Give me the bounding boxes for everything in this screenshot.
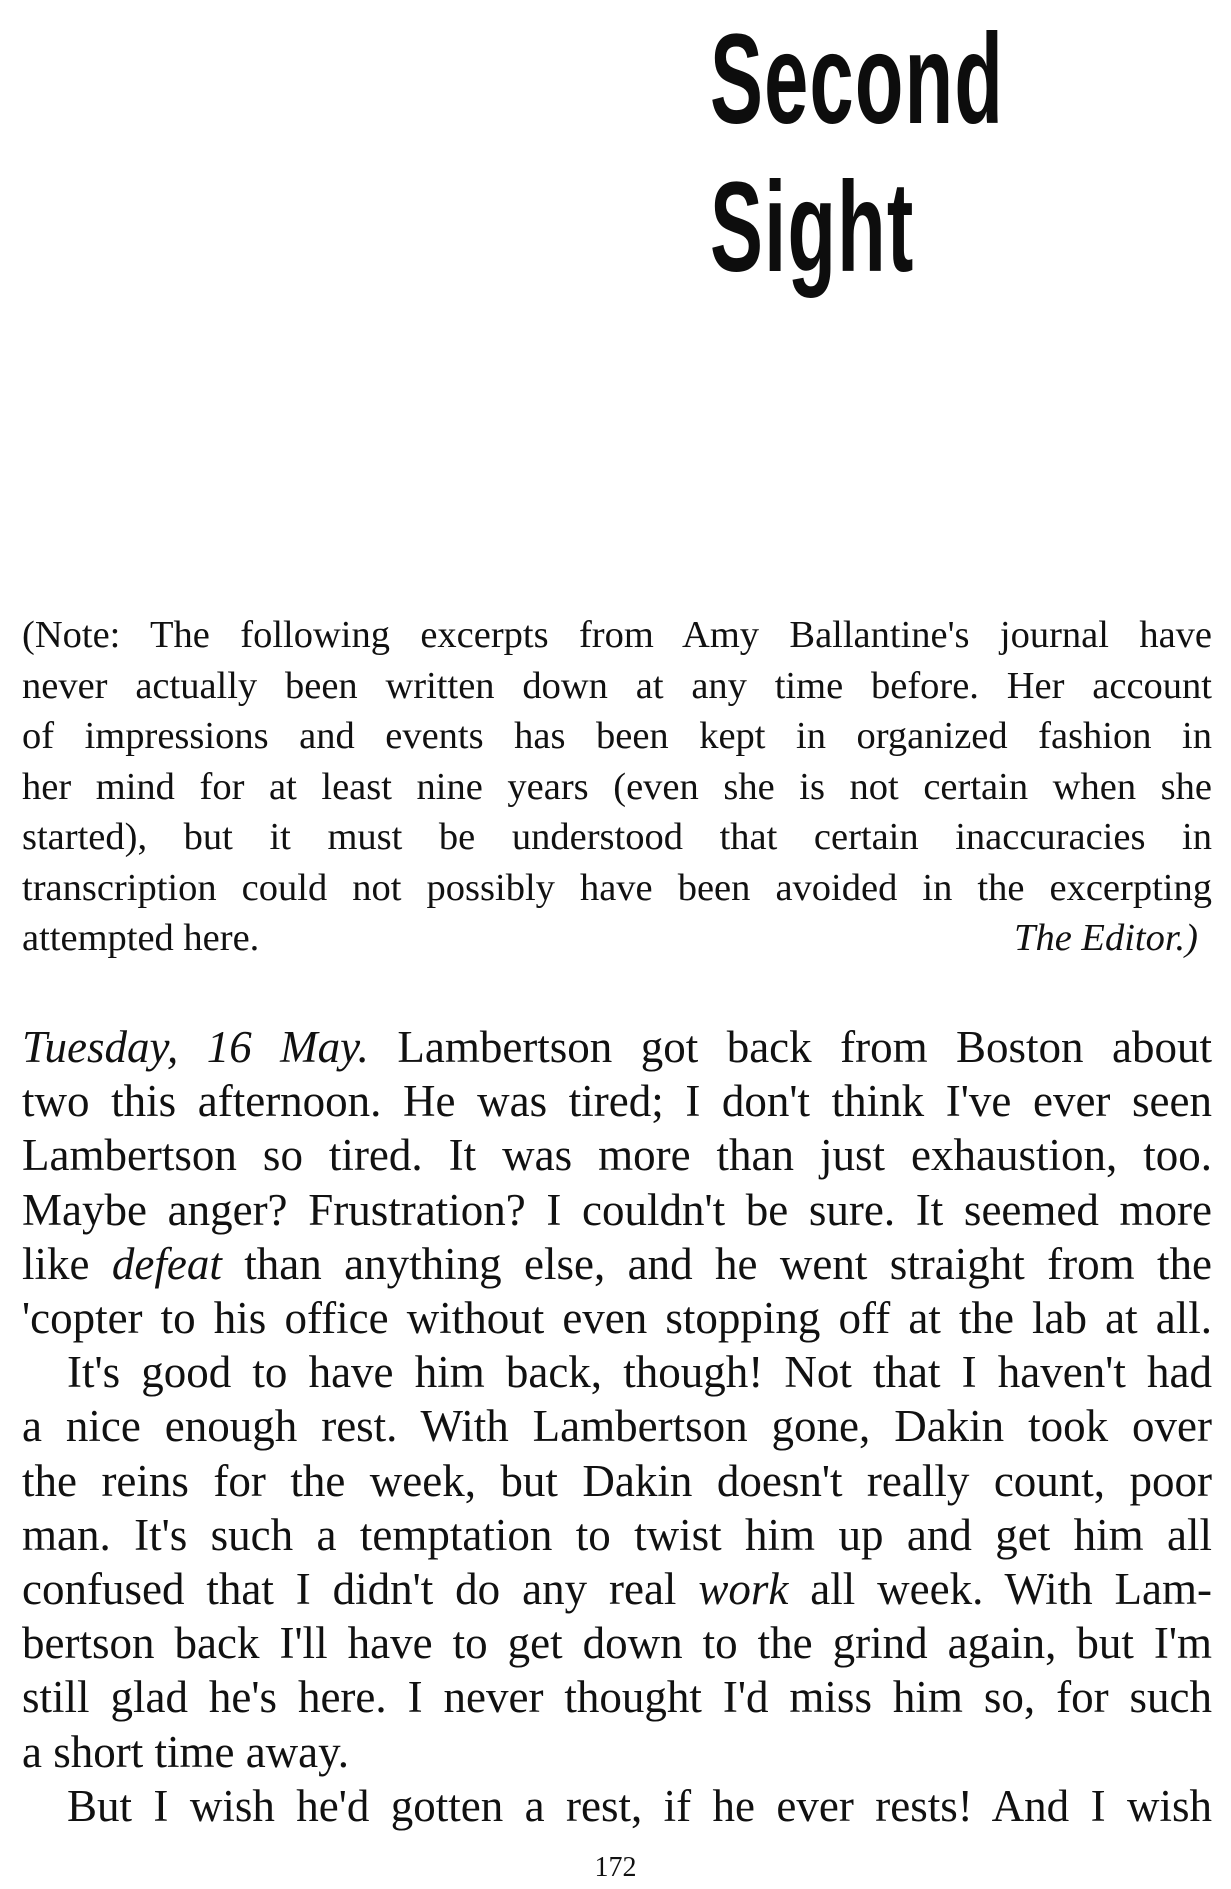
entry-line: a short time away. [22, 1726, 349, 1777]
editor-note [22, 610, 1212, 964]
journal-entry [22, 1020, 1212, 1833]
note-line-end: attempted here. [22, 917, 260, 959]
entry-line: 'copter to his office without even stopping off at the lab at all. [22, 1293, 1212, 1344]
note-line: her mind for at least nine years (even she is not certain when she [22, 765, 1212, 808]
entry-emphasis: work [698, 1564, 789, 1615]
entry-line [22, 1562, 1212, 1616]
entry-line: Maybe anger? Frustration? I couldn't be sure. It seemed more [22, 1184, 1212, 1235]
entry-text: confused that I didn't do any real [22, 1564, 699, 1615]
entry-line: Lambertson so tired. It was more than just exhaustion, too. [22, 1130, 1212, 1181]
entry-line: a nice enough rest. With Lambertson gone, Dakin took over [22, 1401, 1212, 1452]
entry-line [22, 1020, 1212, 1074]
chapter-title-line-1: Second [710, 8, 1005, 151]
entry-line: two this afternoon. He was tired; I don't think I've ever seen [22, 1076, 1212, 1127]
entry-line [22, 1237, 1212, 1291]
note-line: transcription could not possibly have been avoided in the excerpting [22, 866, 1212, 909]
entry-text: than anything else, and he went straight from the [221, 1238, 1212, 1289]
page-number: 172 [594, 1852, 637, 1883]
note-signature: The Editor.) [1014, 917, 1198, 959]
chapter-title [710, 6, 1004, 302]
entry-emphasis: defeat [111, 1238, 222, 1289]
note-line: never actually been written down at any time before. Her account [22, 664, 1212, 707]
entry-text: like [22, 1238, 112, 1289]
note-line: started), but it must be understood that certain inaccuracies in [22, 816, 1212, 858]
entry-line: the reins for the week, but Dakin doesn't really count, poor [22, 1455, 1212, 1506]
note-line: (Note: The following excerpts from Amy Ballantine's journal have [22, 614, 1212, 656]
note-last-line [22, 913, 1212, 964]
entry-line: man. It's such a temptation to twist him up and get him all [22, 1509, 1212, 1560]
entry-date: Tuesday, 16 May. [22, 1022, 369, 1072]
entry-line: still glad he's here. I never thought I'd miss him so, for such [22, 1672, 1212, 1723]
entry-line: It's good to have him back, though! Not that I haven't had [67, 1347, 1212, 1398]
entry-line: bertson back I'll have to get down to the grind again, but I'm [22, 1618, 1212, 1669]
note-line: of impressions and events has been kept in organized fashion in [22, 715, 1212, 757]
chapter-title-line-2: Sight [710, 156, 915, 299]
entry-text: all week. With Lam- [788, 1564, 1212, 1615]
entry-text: Lambertson got back from Boston about [368, 1022, 1212, 1072]
entry-line: But I wish he'd gotten a rest, if he ever rests! And I wish [67, 1780, 1212, 1831]
